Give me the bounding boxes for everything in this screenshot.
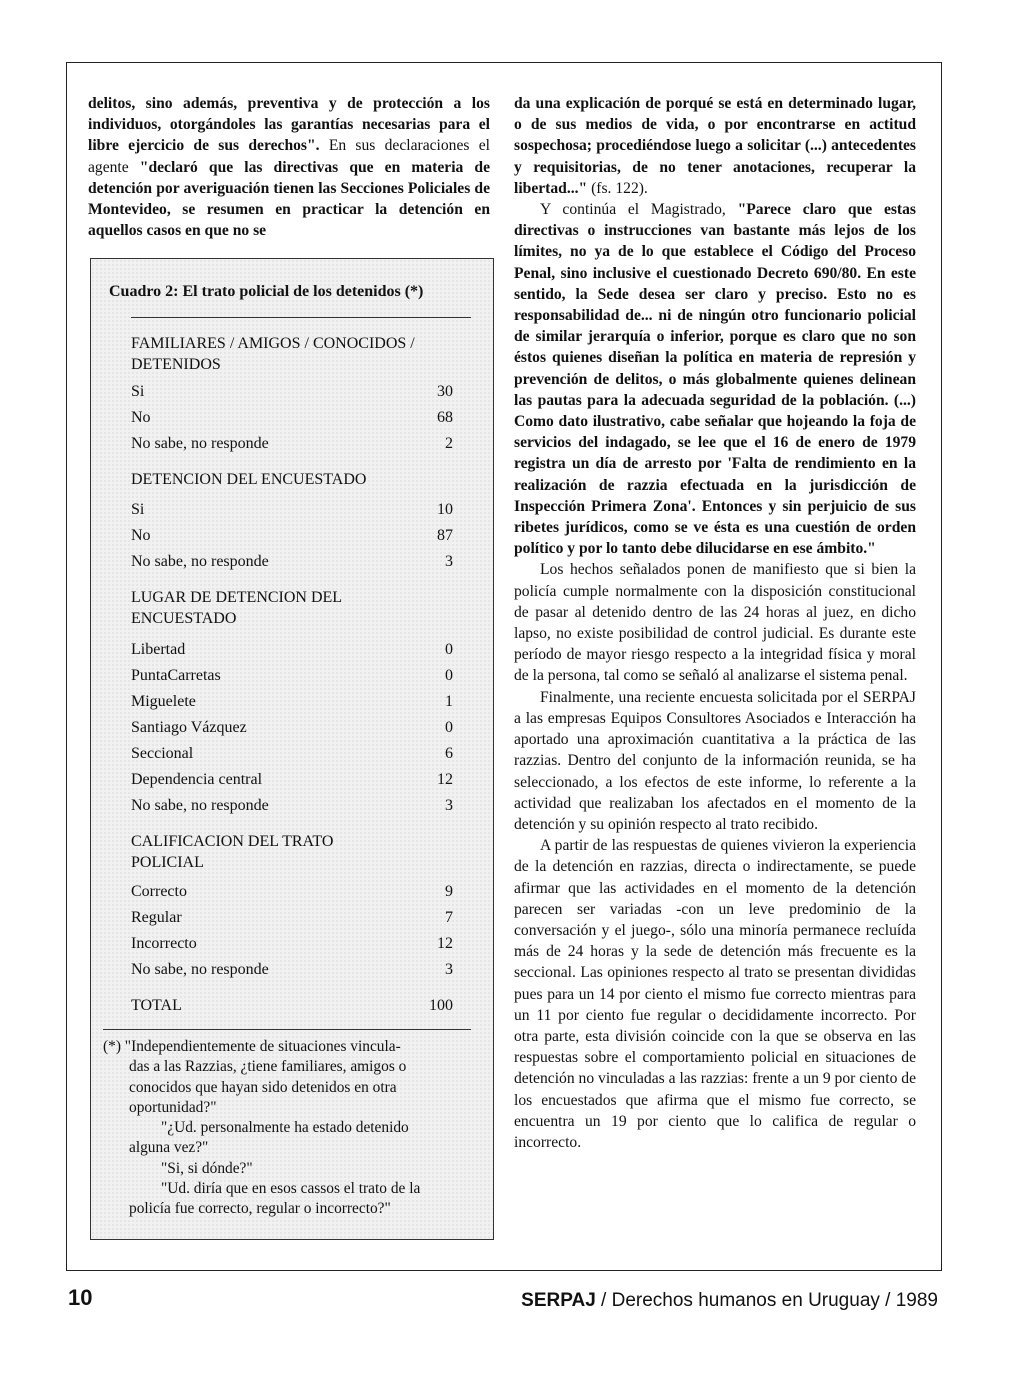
left-para1-normal: En sus declaraciones el agente [88, 137, 490, 176]
right-paragraph-2: Y continúa el Magistrado, "Parece claro que estas directivas o instrucciones van bastante más lejos de los límites, no ya de lo que establece el Código del Proceso Penal, sino inclusive el cuestionado Decreto 690/80. En este sentido, la Sede desea ser claro y preciso. Esto no es responsabilidad de... ni de ningún otro funcionario policial de similar jerarquía o inferior, porque es claro que no son éstos quienes diseñan la política en materia de represión y prevención de delitos, o más globalmente quienes delinean las pautas para la adecuada seguridad de la población. (...) Como dato ilustrativo, cabe señalar que hojeando la foja de servicios del indagado, se lee que el 16 de enero de 1979 registra un día de arresto por 'Falta de rendimiento en la realización de razzia efectuada en la jurisdicción de Inspección Primera Zona'. Entonces y sin perjuicio de sus ribetes jurídicos, como se ve ésta es una cuestión de orden político y por lo tanto debe dilucidarse en ese ámbito." [514, 201, 916, 558]
publication-rest: / Derechos humanos en Uruguay / 1989 [595, 1290, 938, 1311]
right-paragraph-4: Finalmente, una reciente encuesta solicitada por el SERPAJ a las empresas Equipos Consultores Asociados e Interacción ha aportado una aproximación cuantitativa a la práctica de las razzias. Dentro del conjunto de la información reunida, se ha seleccionado, a los efectos de este informe, lo referente a la actividad que realizaban los afectados en el momento de la detención y su opinión respecto al trato recibido. [514, 688, 916, 833]
footnote-line: conocidos que hayan sido detenidos en otra [129, 1078, 397, 1096]
section-heading: DETENCION DEL ENCUESTADO [131, 471, 367, 488]
footnote-line: "Ud. diría que en esos cassos el trato de la [161, 1180, 421, 1198]
cuadro-2-box: Cuadro 2: El trato policial de los detenidos (*) FAMILIARES / AMIGOS / CONOCIDOS / DETENIDOS Si 30 No 68 No sabe, no responde 2 DETENCION DEL ENCUESTADO Si 10 No 87 No sabe, no responde 3 LUGAR DE DETENCION DEL ENCUESTADO Libertad 0 PuntaCarretas 0 Miguelete 1 Santiago Vázquez 0 Seccional 6 Dependencia central 12 No sabe, no responde 3 CALIFICACION DEL TRATO POLICIAL Correcto 9 Regular 7 Incorrecto 12 No sabe, no responde 3 TOTAL 100 (*) "Independientemente de situaciones vincula- das a las Razzias, ¿tiene familiares, amigos o conocidos que hayan sido detenidos en otra oportunidad?" "¿Ud. personalmente ha estado detenido alguna vez?" "Si, si dónde?" "Ud. diría que en esos cassos el trato de la policía fue correcto, regular o incorrecto?" [90, 258, 494, 1240]
page-number: 10 [68, 1285, 93, 1310]
publication-bold: SERPAJ [521, 1290, 596, 1311]
footnote-line: "Si, si dónde?" [161, 1159, 253, 1177]
footnote [103, 1037, 467, 1220]
total-value: 100 [429, 997, 453, 1014]
total-label: TOTAL [131, 997, 182, 1014]
footnote-line: policía fue correcto, regular o incorrecto?" [129, 1200, 391, 1218]
left-para1-bold: delitos, sino además, preventiva y de protección a los individuos, otorgándoles las garantías necesarias para el libre ejercicio de sus derechos". [88, 95, 490, 155]
footnote-line: (*) "Independientemente de situaciones vincula- [103, 1038, 401, 1055]
footnote-line: alguna vez?" [129, 1139, 209, 1157]
right-paragraph-5: A partir de las respuestas de quienes vivieron la experiencia de la detención en razzias, directa o indirectamente, se puede afirmar que las actividades en el momento de la detención parecen ser variadas -con un leve predominio de la conversación y el juego-, sólo una minoría permanece recluída más de 24 horas y la sede de detención más frecuente es la seccional. Las opiniones respecto al trato se presentan divididas pues para un 14 por ciento el mismo fue correcto mientras para un 11 por ciento fue regular o decididamente incorrecto. Por otra parte, esta división coincide con la que se observa en las respuestas sobre el comportamiento policial en situaciones de detención no vinculadas a las razzias: frente a un 9 por ciento de los encuestados que afirma que el mismo fue correcto, se encuentra un 19 por ciento que lo califica de regular o incorrecto. [514, 837, 916, 1151]
footnote-line: "¿Ud. personalmente ha estado detenido [161, 1119, 409, 1137]
section-heading: FAMILIARES / AMIGOS / CONOCIDOS / DETENIDOS [131, 335, 415, 373]
right-paragraph-1: da una explicación de porqué se está en determinado lugar, o de sus medios de vida, o por encontrarse en actitud sospechosa; procediéndose luego a solicitar (...) antecedentes y requisitorias, de no tener anotaciones, recuperar la libertad..." (fs. 122). [514, 95, 916, 197]
cuadro-title: Cuadro 2: El trato policial de los detenidos (*) [109, 283, 424, 300]
right-column [514, 93, 916, 1153]
section-heading: CALIFICACION DEL TRATO POLICIAL [131, 833, 334, 871]
page-frame-bottom-rule [66, 1270, 942, 1271]
left-column [88, 93, 490, 241]
footnote-line: oportunidad?" [129, 1098, 217, 1116]
section-heading: LUGAR DE DETENCION DEL ENCUESTADO [131, 589, 342, 627]
title-rule [131, 317, 471, 318]
left-paragraph-1 [88, 93, 490, 241]
right-paragraph-3: Los hechos señalados ponen de manifiesto que si bien la policía cumple normalmente con la disposición constitucional de pasar al detenido dentro de las 24 horas al juez, en dicho lapso, no existe posibilidad de control judicial. Es durante este período de mayor riesgo respecto a la integridad física y moral de la persona, tal como se señaló al analizarse el sistema penal. [514, 561, 916, 685]
footnote-line: das a las Razzias, ¿tiene familiares, amigos o [129, 1058, 407, 1076]
left-para1-bold2: "declaró que las directivas que en materia de detención por averiguación tienen las Secciones Policiales de Montevideo, se resumen en practicar la detención en aquellos casos en que no se [88, 158, 491, 240]
footnote-rule [103, 1029, 471, 1030]
publication-title [521, 1290, 938, 1312]
